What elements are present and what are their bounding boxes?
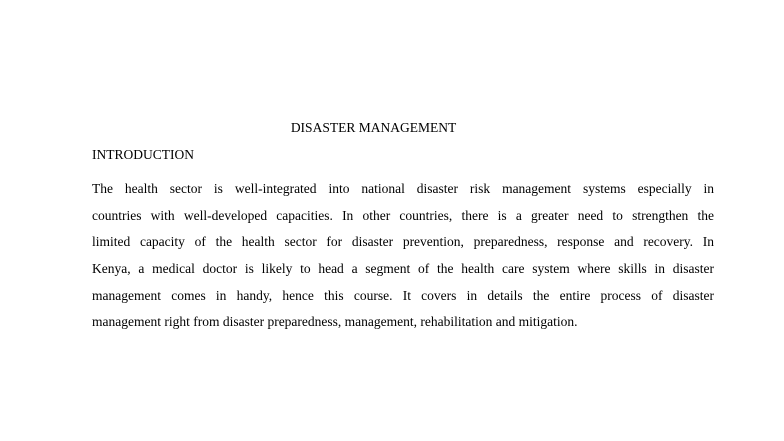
paragraph-line: management comes in handy, hence this course. It covers in details the entire process of disaster — [92, 287, 714, 303]
paragraph-line: Kenya, a medical doctor is likely to head a segment of the health care system where skills in disaster — [92, 261, 714, 277]
paragraph-line: management right from disaster preparedness, management, rehabilitation and mitigation. — [92, 314, 578, 330]
introduction-paragraph — [92, 176, 714, 336]
paragraph-line: limited capacity of the health sector for disaster prevention, preparedness, response and recovery. In — [92, 234, 714, 250]
paragraph-line: The health sector is well-integrated into national disaster risk management systems especially in — [92, 181, 714, 196]
paragraph-line: countries with well-developed capacities. In other countries, there is a greater need to strengthen the — [92, 207, 714, 223]
section-heading-introduction: INTRODUCTION — [92, 147, 194, 162]
document-title: DISASTER MANAGEMENT — [290, 120, 457, 135]
